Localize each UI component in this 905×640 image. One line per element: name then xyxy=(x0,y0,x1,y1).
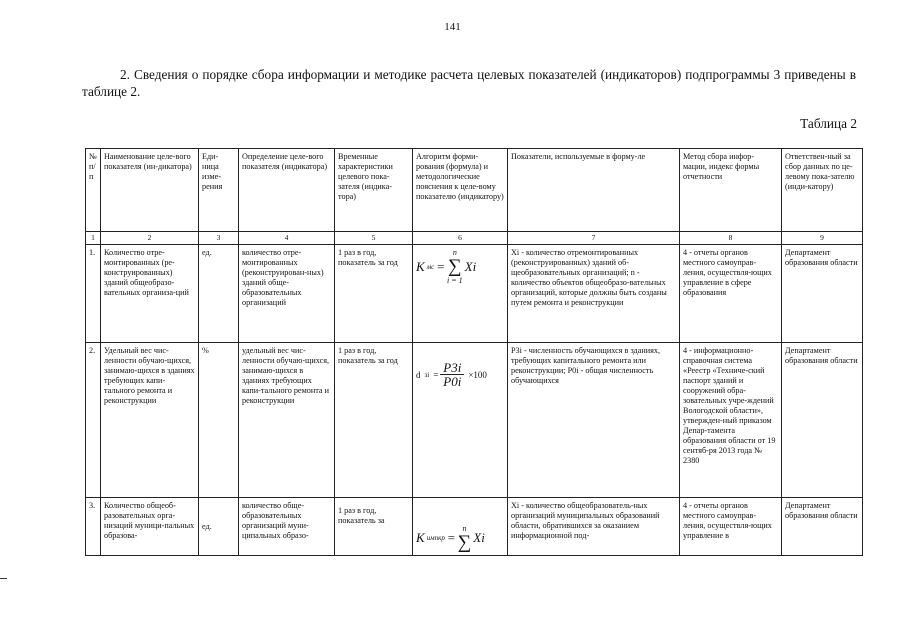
header-cell: № п/п xyxy=(86,149,101,232)
fraction xyxy=(440,361,464,388)
table-header-row xyxy=(86,149,863,232)
column-number: 5 xyxy=(335,232,413,245)
unit-cell: ед. xyxy=(199,245,239,343)
column-number: 8 xyxy=(680,232,782,245)
sum-formula xyxy=(416,524,485,552)
intro-paragraph: 2. Сведения о порядке сбора информации и методике расчета целевых показателей (индикаторов) подпрограммы 3 приведены в таблице 2. xyxy=(82,67,856,99)
responsible-cell: Департамент образования области xyxy=(782,245,863,343)
header-cell: Наименование целе-вого показателя (ин-дикатора) xyxy=(101,149,199,232)
table-row xyxy=(86,245,863,343)
formula-lhs: K xyxy=(416,530,425,545)
sum-lower-limit: i = 1 xyxy=(447,276,463,285)
formula-lhs: K xyxy=(416,259,425,274)
formula-variable: Xi xyxy=(464,259,477,274)
row-number: 2. xyxy=(86,343,101,498)
timing-cell: 1 раз в год, показатель за год xyxy=(335,245,413,343)
indicators-cell: Xi - количество отремонтированных (реконструированных) зданий об-щеобразовательных организаций; n - количество объектов общеобразо-вательных организаций, которые должны быть созданы путем ремонта и реконструкции xyxy=(508,245,680,343)
formula-lhs-subscript: импкр xyxy=(426,534,445,542)
indicators-table xyxy=(85,148,863,556)
column-number: 4 xyxy=(239,232,335,245)
responsible-cell: Департамент образования области xyxy=(782,343,863,498)
page-number: 141 xyxy=(444,21,461,33)
row-number: 1. xyxy=(86,245,101,343)
column-number: 6 xyxy=(413,232,508,245)
column-number: 3 xyxy=(199,232,239,245)
indicators-cell: Xi - количество общеобразователь-ных организаций муниципальных образований области, обратившихся за оказанием информационной под- xyxy=(508,498,680,556)
sum-upper-limit: n xyxy=(462,524,467,533)
formula-equals: = xyxy=(433,369,439,380)
responsible-cell: Департамент образования области xyxy=(782,498,863,556)
definition-cell: количество обще-образовательных организаций муни-ципальных образо- xyxy=(239,498,335,556)
table-row xyxy=(86,498,863,556)
fraction-denominator: P0i xyxy=(443,374,462,389)
column-number: 9 xyxy=(782,232,863,245)
timing-cell: 1 раз в год, показатель за год xyxy=(335,343,413,498)
column-number-row xyxy=(86,232,863,245)
indicators-cell: P3i - численность обучающихся в зданиях, требующих капитального ремонта или реконструкции; P0i - общая численность обучающихся xyxy=(508,343,680,498)
summation xyxy=(447,248,463,286)
indicator-name: Удельный вес чис-ленности обучаю-щихся, занимаю-щихся в зданиях требующих капи-тального ремонта и реконструкции xyxy=(101,343,199,498)
indicator-name: Количество общеоб-разовательных орга-низаций муници-пальных образова- xyxy=(101,498,199,556)
sum-upper-limit: n xyxy=(452,248,457,257)
header-cell: Метод сбора инфор-мации, индекс формы отчетности xyxy=(680,149,782,232)
formula-lhs-subscript: зi xyxy=(424,370,430,379)
definition-cell: удельный вес чис-ленности обучаю-щихся, занимаю-щихся в зданиях требующих капи-тального ремонта и реконструкции xyxy=(239,343,335,498)
header-cell: Временные характеристики целевого пока-зателя (индика-тора) xyxy=(335,149,413,232)
fraction-numerator: P3i xyxy=(440,361,464,375)
definition-cell: количество отре-монтированных (реконструирован-ных) зданий обще-образовательных организаций xyxy=(239,245,335,343)
formula-cell xyxy=(413,343,508,498)
indicator-name: Количество отре-монтированных (ре-конструированных) зданий общеобразо-вательных организа-ций xyxy=(101,245,199,343)
formula-multiplier: ×100 xyxy=(468,369,487,380)
table-caption: Таблица 2 xyxy=(800,116,857,131)
ratio-formula xyxy=(416,361,487,388)
header-cell: Ответствен-ный за сбор данных по це-левому пока-зателю (инди-катору) xyxy=(782,149,863,232)
formula-equals: = xyxy=(436,259,446,274)
method-cell: 4 - информационно-справочная система «Реестр «Техниче-ский паспорт зданий и сооружений обра-зовательных учре-ждений Вологодской области», утвержден-ный приказом Депар-тамента образования области от 19 сентяб-ря 2013 года № 2380 xyxy=(680,343,782,498)
header-cell: Алгоритм форми-рования (формула) и методологические пояснения к целе-вому показателю (индикатору) xyxy=(413,149,508,232)
formula-equals: = xyxy=(446,530,456,545)
column-number: 2 xyxy=(101,232,199,245)
header-cell: Показатели, используемые в форму-ле xyxy=(508,149,680,232)
column-number: 7 xyxy=(508,232,680,245)
header-cell: Еди-ница изме-рения xyxy=(199,149,239,232)
sigma-symbol: ∑ xyxy=(457,532,472,553)
table-row xyxy=(86,343,863,498)
unit-cell: % xyxy=(199,343,239,498)
method-cell: 4 - отчеты органов местного самоуправ-ления, осуществля-ющих управление в xyxy=(680,498,782,556)
timing-cell: 1 раз в год, показатель за xyxy=(335,498,413,556)
formula-cell xyxy=(413,245,508,343)
method-cell: 4 - отчеты органов местного самоуправ-ления, осуществля-ющих управление в сфере образования xyxy=(680,245,782,343)
header-cell: Определение целе-вого показателя (индикатора) xyxy=(239,149,335,232)
margin-mark xyxy=(0,578,7,579)
summation xyxy=(458,524,472,552)
sum-formula xyxy=(416,248,476,286)
row-number: 3. xyxy=(86,498,101,556)
unit-cell: ед. xyxy=(199,498,239,556)
column-number: 1 xyxy=(86,232,101,245)
formula-variable: Xi xyxy=(473,530,485,545)
formula-lhs-subscript: мс xyxy=(426,263,435,271)
formula-lhs: d xyxy=(416,369,421,380)
sigma-symbol: ∑ xyxy=(448,256,462,277)
formula-cell xyxy=(413,498,508,556)
